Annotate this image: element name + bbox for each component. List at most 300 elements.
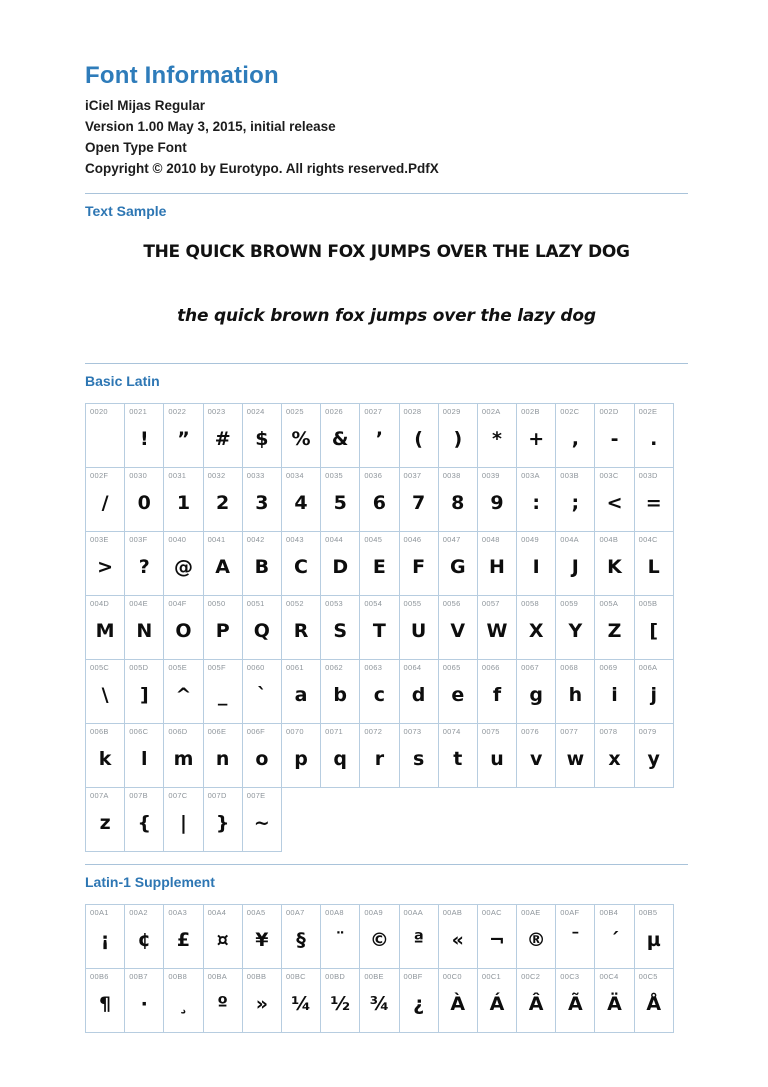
char-code-label: 00C0 (442, 972, 462, 981)
char-glyph: # (214, 428, 231, 451)
char-cell (634, 467, 674, 532)
char-glyph: ; (571, 492, 580, 515)
char-glyph: h (568, 684, 583, 707)
char-code-label: 0037 (403, 471, 422, 480)
char-code-label: 0033 (246, 471, 265, 480)
char-cell (203, 723, 243, 788)
char-cell (124, 659, 164, 724)
char-glyph: · (140, 993, 148, 1016)
char-cell (124, 467, 164, 532)
char-glyph: . (650, 428, 658, 451)
char-cell (85, 531, 125, 596)
char-glyph: r (374, 748, 385, 771)
char-glyph: B (254, 556, 270, 579)
char-row (85, 723, 688, 787)
basic-latin-heading: Basic Latin (85, 373, 160, 389)
char-cell (85, 403, 125, 468)
char-cell (359, 904, 399, 969)
char-cell (359, 467, 399, 532)
char-cell (281, 595, 321, 660)
char-code-label: 0039 (481, 471, 500, 480)
char-glyph: m (173, 748, 194, 771)
char-glyph: L (647, 556, 660, 579)
section-divider (85, 363, 688, 364)
char-glyph: Ä (607, 993, 622, 1016)
char-cell (124, 595, 164, 660)
char-glyph: ( (414, 428, 423, 451)
char-glyph: d (411, 684, 426, 707)
font-type: Open Type Font (85, 140, 187, 155)
char-glyph: H (489, 556, 505, 579)
char-code-label: 00B5 (638, 908, 658, 917)
char-cell (438, 723, 478, 788)
char-code-label: 006E (207, 727, 227, 736)
char-code-label: 0025 (285, 407, 304, 416)
char-code-label: 0048 (481, 535, 500, 544)
char-cell (203, 595, 243, 660)
sample-text-uppercase: THE QUICK BROWN FOX JUMPS OVER THE LAZY DOG (143, 242, 630, 262)
char-cell (477, 904, 517, 969)
char-code-label: 007D (207, 791, 227, 800)
char-glyph: ½ (330, 993, 351, 1016)
char-cell (163, 968, 203, 1033)
char-glyph: N (136, 620, 153, 643)
char-cell (281, 403, 321, 468)
font-version: Version 1.00 May 3, 2015, initial release (85, 119, 336, 134)
char-cell (359, 659, 399, 724)
char-code-label: 00BB (246, 972, 267, 981)
char-cell (516, 467, 556, 532)
char-cell (634, 968, 674, 1033)
char-cell (634, 904, 674, 969)
char-cell (555, 904, 595, 969)
char-glyph: ” (177, 428, 190, 451)
char-cell (163, 595, 203, 660)
char-glyph: ` (257, 684, 267, 707)
char-code-label: 0023 (207, 407, 226, 416)
char-code-label: 007A (90, 791, 109, 800)
char-code-label: 00A5 (246, 908, 266, 917)
char-code-label: 0027 (364, 407, 383, 416)
char-code-label: 0055 (403, 599, 422, 608)
char-cell (516, 659, 556, 724)
char-code-label: 0077 (560, 727, 579, 736)
char-code-label: 004E (129, 599, 148, 608)
char-code-label: 0045 (364, 535, 383, 544)
char-cell (85, 467, 125, 532)
char-code-label: 002C (560, 407, 580, 416)
char-glyph: a (294, 684, 308, 707)
char-cell (242, 595, 282, 660)
char-code-label: 006F (246, 727, 266, 736)
char-cell (399, 723, 439, 788)
char-cell (555, 467, 595, 532)
char-glyph: j (650, 684, 657, 707)
char-glyph: £ (176, 929, 191, 952)
char-code-label: 0058 (521, 599, 539, 608)
char-cell (124, 403, 164, 468)
char-cell (163, 467, 203, 532)
char-code-label: 007C (168, 791, 188, 800)
char-cell (281, 723, 321, 788)
char-cell (438, 595, 478, 660)
char-cell (320, 531, 360, 596)
char-glyph: R (293, 620, 309, 643)
char-glyph: J (571, 556, 579, 579)
char-glyph: E (372, 556, 386, 579)
char-cell (124, 904, 164, 969)
char-glyph: | (179, 812, 187, 835)
char-glyph: x (608, 748, 621, 771)
char-glyph: C (294, 556, 308, 579)
char-cell (163, 787, 203, 852)
char-code-label: 003E (90, 535, 109, 544)
char-cell (320, 595, 360, 660)
char-code-label: 007B (129, 791, 148, 800)
char-code-label: 0035 (325, 471, 344, 480)
char-glyph: c (373, 684, 386, 707)
char-glyph: 1 (176, 492, 191, 515)
char-glyph: X (528, 620, 544, 643)
char-cell (634, 403, 674, 468)
char-cell (320, 968, 360, 1033)
char-glyph: & (331, 428, 349, 451)
char-glyph: y (647, 748, 660, 771)
section-divider (85, 193, 688, 194)
char-cell (399, 904, 439, 969)
char-code-label: 0024 (246, 407, 265, 416)
char-glyph: ¸ (178, 993, 189, 1016)
char-glyph: o (255, 748, 269, 771)
char-glyph: W (486, 620, 508, 643)
char-glyph: \ (101, 684, 109, 707)
section-divider (85, 864, 688, 865)
char-code-label: 00A4 (207, 908, 227, 917)
char-code-label: 0069 (599, 663, 618, 672)
char-glyph: Y (568, 620, 583, 643)
char-glyph: » (255, 993, 268, 1016)
char-cell (242, 787, 282, 852)
char-glyph: A (215, 556, 231, 579)
char-glyph: « (451, 929, 464, 952)
char-cell (634, 659, 674, 724)
char-glyph: n (215, 748, 230, 771)
char-glyph: § (296, 929, 306, 952)
char-code-label: 004A (560, 535, 579, 544)
char-code-label: 0057 (481, 599, 500, 608)
char-glyph: / (101, 492, 109, 515)
char-cell (555, 659, 595, 724)
char-cell (438, 659, 478, 724)
char-code-label: 0075 (481, 727, 500, 736)
char-glyph: ¢ (137, 929, 151, 952)
char-code-label: 006A (638, 663, 658, 672)
char-glyph: e (451, 684, 465, 707)
char-cell (163, 659, 203, 724)
char-code-label: 00A8 (325, 908, 344, 917)
char-code-label: 003D (638, 471, 658, 480)
char-code-label: 0028 (403, 407, 422, 416)
char-glyph: z (99, 812, 111, 835)
char-glyph: ~ (253, 812, 270, 835)
char-glyph: Å (646, 993, 662, 1016)
char-code-label: 0049 (521, 535, 539, 544)
char-cell (399, 467, 439, 532)
char-cell (242, 531, 282, 596)
char-glyph: t (453, 748, 463, 771)
char-glyph: - (610, 428, 619, 451)
char-cell (124, 531, 164, 596)
char-code-label: 0056 (442, 599, 461, 608)
char-cell (242, 968, 282, 1033)
char-code-label: 0029 (442, 407, 461, 416)
char-cell (516, 968, 556, 1033)
char-glyph: ® (526, 929, 546, 952)
char-cell (281, 467, 321, 532)
char-code-label: 0068 (560, 663, 579, 672)
char-code-label: 005E (168, 663, 188, 672)
char-glyph: % (291, 428, 311, 451)
sample-text-lowercase: the quick brown fox jumps over the lazy dog (177, 306, 596, 326)
char-code-label: 0022 (168, 407, 187, 416)
char-glyph: s (412, 748, 425, 771)
char-glyph: À (450, 993, 466, 1016)
char-glyph: 0 (137, 492, 151, 515)
font-name: iCiel Mijas Regular (85, 98, 206, 113)
char-glyph: b (333, 684, 348, 707)
char-code-label: 00C5 (638, 972, 658, 981)
char-cell (359, 968, 399, 1033)
char-code-label: 00A2 (129, 908, 148, 917)
char-cell (281, 904, 321, 969)
char-glyph: } (215, 812, 230, 835)
char-code-label: 0043 (285, 535, 304, 544)
char-cell (438, 467, 478, 532)
char-glyph: * (492, 428, 502, 451)
char-code-label: 0036 (364, 471, 383, 480)
char-glyph: l (141, 748, 148, 771)
char-cell (594, 968, 634, 1033)
char-code-label: 00BF (403, 972, 423, 981)
char-cell (85, 904, 125, 969)
char-glyph: P (215, 620, 230, 643)
char-cell (438, 968, 478, 1033)
char-code-label: 00AB (442, 908, 463, 917)
char-cell (320, 659, 360, 724)
char-glyph: ´ (609, 929, 620, 952)
char-code-label: 006D (168, 727, 188, 736)
char-code-label: 0046 (403, 535, 422, 544)
char-code-label: 00C3 (560, 972, 580, 981)
char-glyph: ¥ (255, 929, 269, 952)
char-code-label: 002F (90, 471, 109, 480)
char-cell (85, 723, 125, 788)
char-code-label: 002A (481, 407, 501, 416)
char-cell (555, 723, 595, 788)
char-cell (477, 659, 517, 724)
char-cell (438, 904, 478, 969)
char-glyph: > (97, 556, 114, 579)
char-cell (555, 403, 595, 468)
char-cell (634, 595, 674, 660)
char-glyph: 2 (216, 492, 230, 515)
char-row (85, 968, 688, 1032)
char-code-label: 0054 (364, 599, 383, 608)
char-glyph: 3 (255, 492, 269, 515)
char-code-label: 003A (521, 471, 540, 480)
char-glyph: f (492, 684, 502, 707)
latin1-supplement-table (85, 904, 688, 1032)
char-cell (399, 659, 439, 724)
char-code-label: 0020 (90, 407, 108, 416)
char-glyph: F (412, 556, 426, 579)
char-code-label: 006B (90, 727, 109, 736)
char-glyph: O (175, 620, 192, 643)
char-glyph: g (529, 684, 543, 707)
char-code-label: 00AF (560, 908, 580, 917)
char-code-label: 005D (129, 663, 149, 672)
char-cell (124, 723, 164, 788)
char-code-label: 002E (638, 407, 658, 416)
char-code-label: 0076 (521, 727, 539, 736)
char-cell (516, 904, 556, 969)
char-code-label: 0042 (246, 535, 265, 544)
char-glyph: @ (173, 556, 193, 579)
char-code-label: 0064 (403, 663, 422, 672)
char-glyph: [ (649, 620, 659, 643)
char-glyph: _ (217, 684, 228, 707)
char-cell (203, 968, 243, 1033)
char-code-label: 00A7 (285, 908, 305, 917)
char-code-label: 0062 (325, 663, 344, 672)
char-code-label: 003C (599, 471, 619, 480)
char-code-label: 0041 (207, 535, 226, 544)
char-code-label: 0071 (325, 727, 344, 736)
char-cell (320, 723, 360, 788)
char-code-label: 00BD (325, 972, 346, 981)
char-glyph: ¼ (291, 993, 311, 1016)
page-title: Font Information (85, 62, 279, 89)
char-glyph: ] (139, 684, 149, 707)
char-row (85, 531, 688, 595)
char-cell (203, 904, 243, 969)
char-row (85, 659, 688, 723)
char-glyph: Ã (567, 993, 583, 1016)
char-glyph: Â (528, 993, 544, 1016)
char-glyph: D (332, 556, 349, 579)
char-glyph: µ (646, 929, 661, 952)
char-glyph: 6 (372, 492, 387, 515)
char-cell (634, 723, 674, 788)
char-code-label: 0026 (325, 407, 344, 416)
char-glyph: ¤ (216, 929, 229, 952)
char-glyph: ^ (175, 684, 192, 707)
char-glyph: ¯ (570, 929, 581, 952)
char-cell (85, 787, 125, 852)
char-cell (320, 467, 360, 532)
char-cell (594, 531, 634, 596)
char-code-label: 003F (129, 535, 148, 544)
char-cell (477, 595, 517, 660)
char-code-label: 0063 (364, 663, 383, 672)
char-glyph: w (566, 748, 585, 771)
char-code-label: 00A1 (90, 908, 109, 917)
char-code-label: 0021 (129, 407, 148, 416)
char-cell (438, 531, 478, 596)
char-code-label: 004C (638, 535, 658, 544)
font-copyright: Copyright © 2010 by Eurotypo. All rights reserved.PdfX (85, 161, 439, 176)
char-cell (516, 595, 556, 660)
char-cell (516, 531, 556, 596)
char-cell (477, 403, 517, 468)
char-glyph: i (611, 684, 618, 707)
char-glyph: 8 (451, 492, 465, 515)
char-code-label: 0078 (599, 727, 618, 736)
char-code-label: 0060 (246, 663, 265, 672)
char-glyph: ª (413, 929, 424, 952)
char-glyph: ¡ (100, 929, 110, 952)
char-glyph: 7 (411, 492, 426, 515)
char-code-label: 0061 (285, 663, 304, 672)
char-code-label: 0038 (442, 471, 461, 480)
char-cell (281, 531, 321, 596)
char-cell (242, 723, 282, 788)
char-cell (163, 403, 203, 468)
char-code-label: 00B7 (129, 972, 148, 981)
char-cell (516, 403, 556, 468)
char-code-label: 004B (599, 535, 619, 544)
char-code-label: 00AA (403, 908, 424, 917)
char-cell (555, 531, 595, 596)
char-code-label: 0074 (442, 727, 461, 736)
char-code-label: 004D (90, 599, 110, 608)
char-glyph: = (645, 492, 662, 515)
char-glyph: S (333, 620, 348, 643)
char-cell (320, 403, 360, 468)
char-cell (438, 403, 478, 468)
page-content (85, 0, 688, 1032)
char-cell (594, 403, 634, 468)
char-glyph: V (450, 620, 466, 643)
char-code-label: 00B6 (90, 972, 109, 981)
char-glyph: ’ (375, 428, 384, 451)
char-cell (555, 968, 595, 1033)
char-cell (203, 659, 243, 724)
font-metadata (85, 95, 688, 179)
char-code-label: 0079 (638, 727, 657, 736)
char-code-label: 005C (90, 663, 110, 672)
char-code-label: 006C (129, 727, 149, 736)
char-code-label: 007E (246, 791, 266, 800)
char-glyph: I (532, 556, 540, 579)
char-glyph: M (95, 620, 115, 643)
char-cell (242, 659, 282, 724)
char-code-label: 0070 (285, 727, 304, 736)
char-code-label: 00BE (364, 972, 384, 981)
char-cell (359, 595, 399, 660)
char-code-label: 00B8 (168, 972, 188, 981)
char-code-label: 00AE (521, 908, 541, 917)
char-code-label: 0065 (442, 663, 461, 672)
char-row (85, 595, 688, 659)
char-cell (203, 467, 243, 532)
char-glyph: G (449, 556, 466, 579)
char-glyph: 4 (294, 492, 308, 515)
char-cell (399, 531, 439, 596)
char-code-label: 0059 (560, 599, 579, 608)
char-glyph: ¾ (369, 993, 390, 1016)
char-cell (124, 787, 164, 852)
